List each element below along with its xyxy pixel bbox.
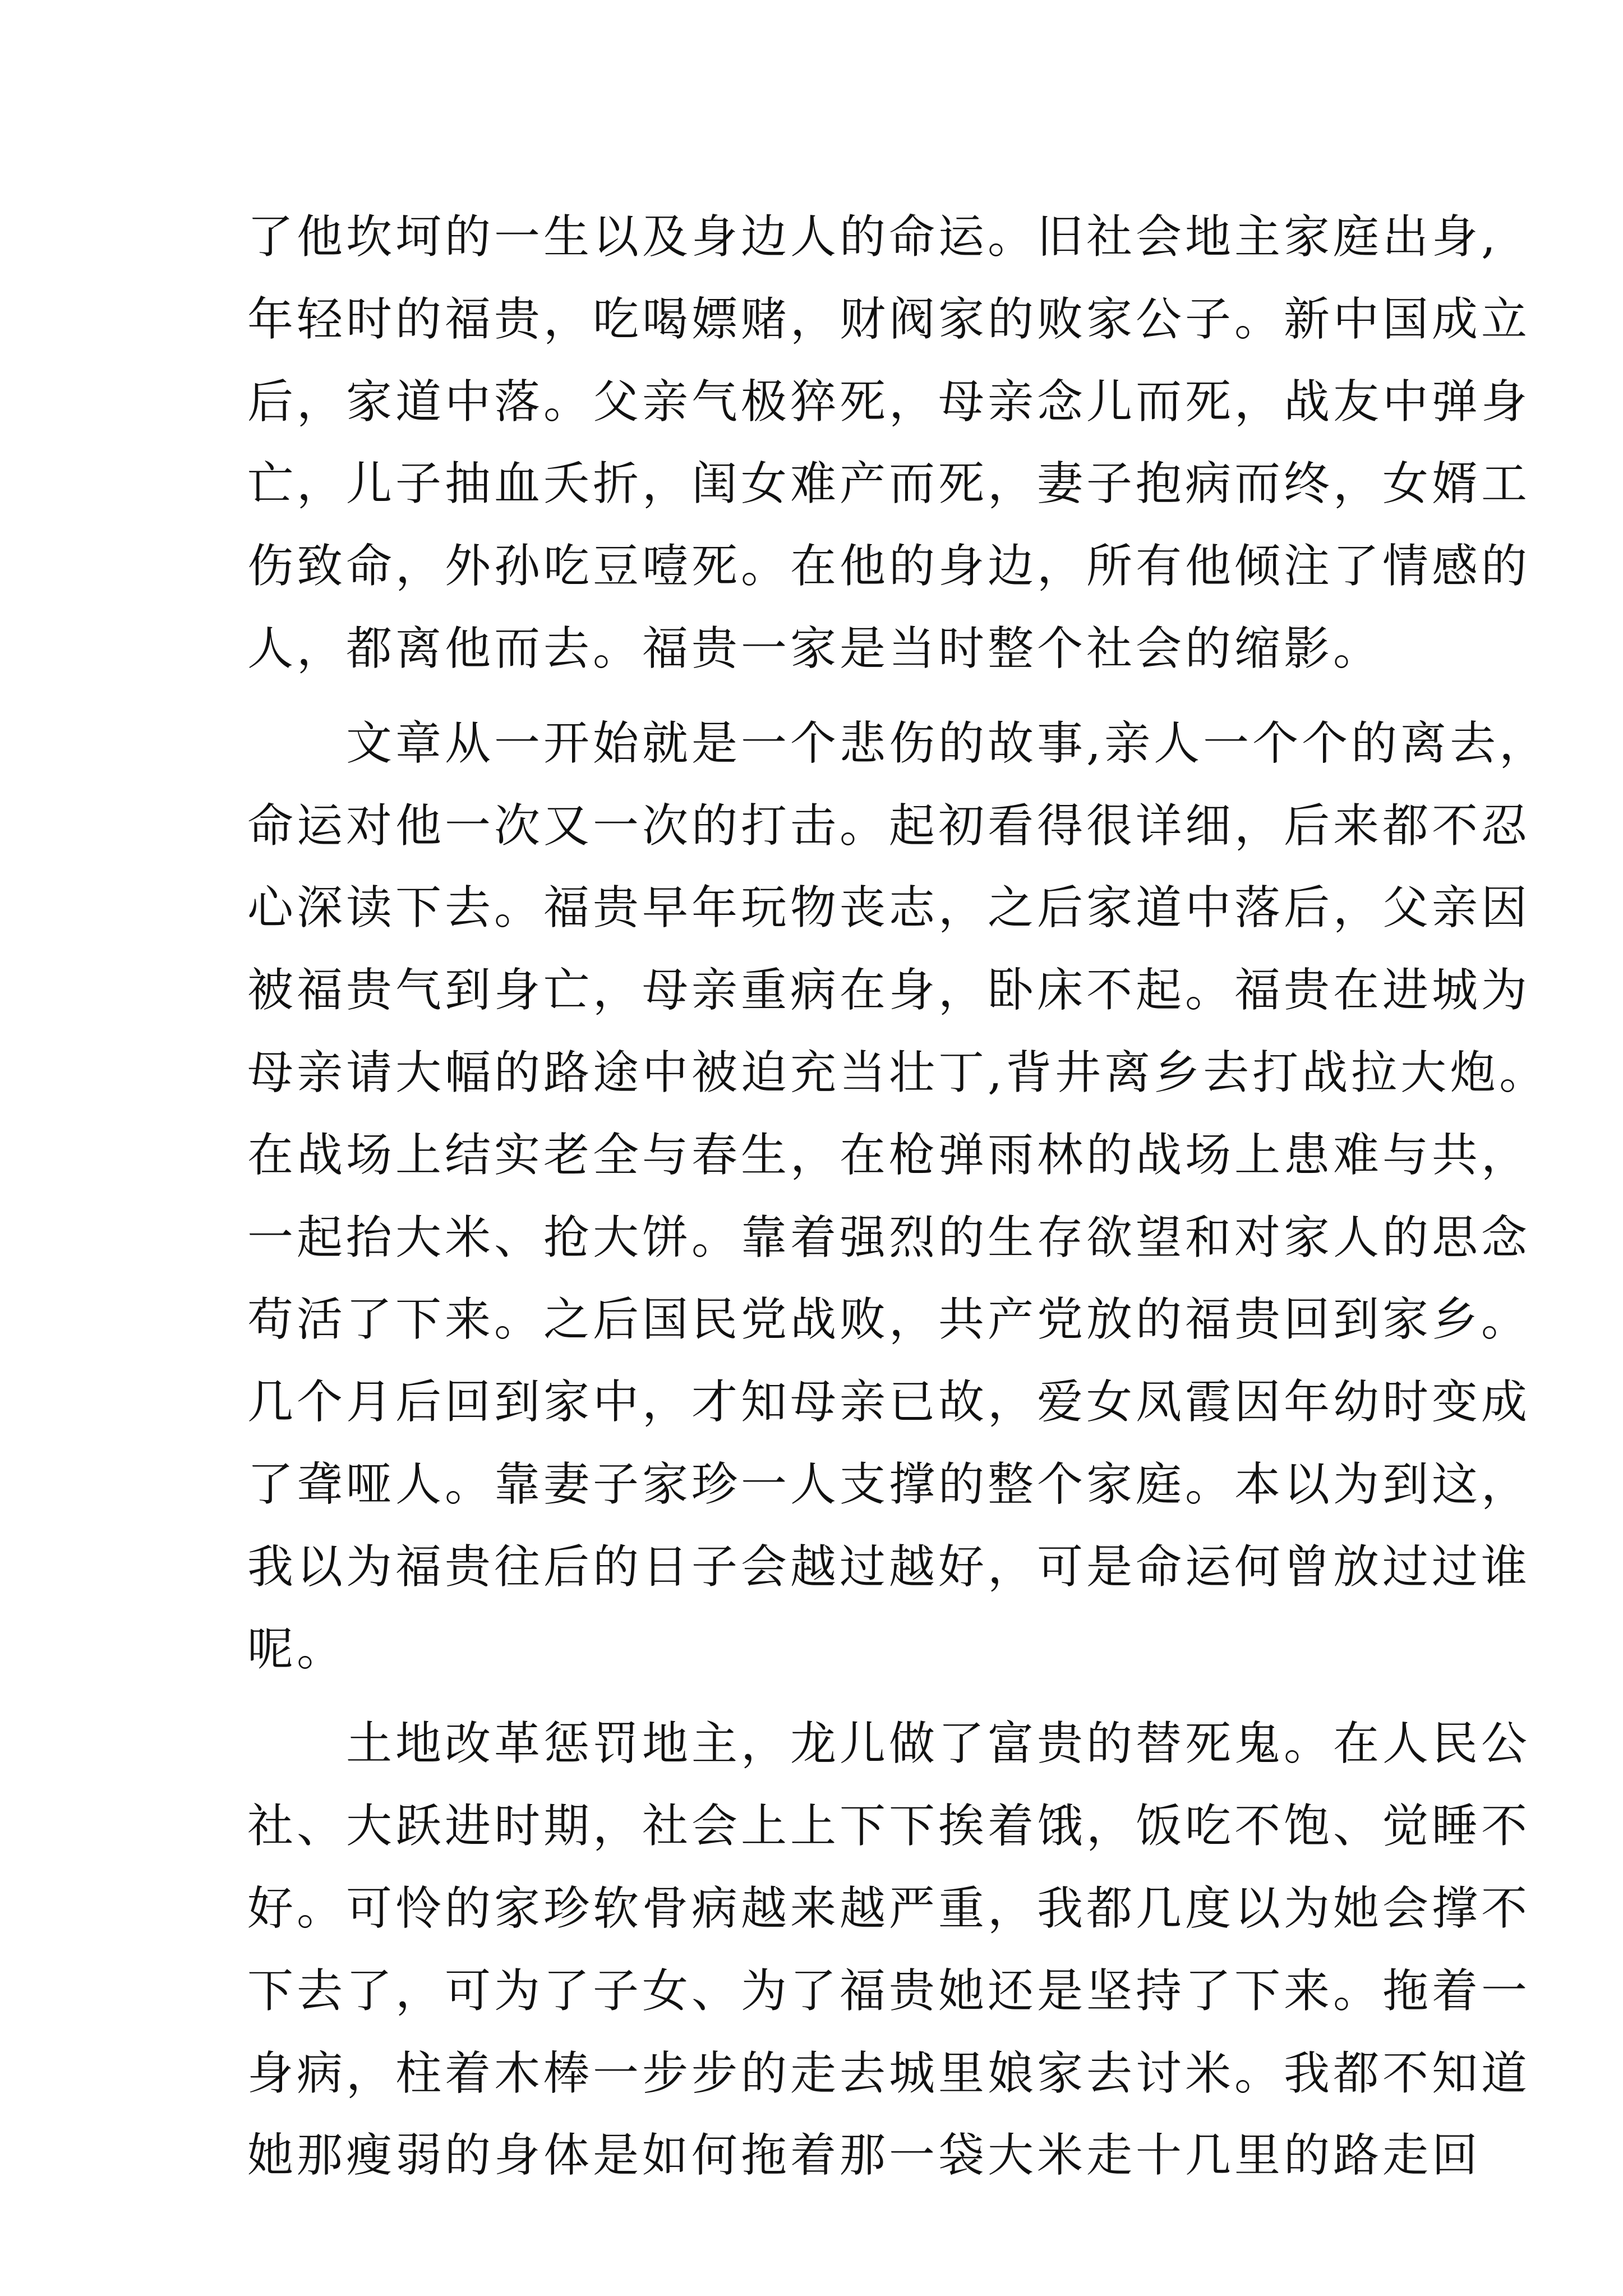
- text-line: 后，家道中落。父亲气极猝死，母亲念儿而死，战友中弹身: [247, 375, 1531, 429]
- text-line: 文章从一开始就是一个悲伤的故事,亲人一个个的离去，: [247, 716, 1549, 770]
- text-line: 呢。: [247, 1622, 347, 1676]
- text-line: 了聋哑人。靠妻子家珍一人支撑的整个家庭。本以为到这，: [247, 1457, 1531, 1511]
- text-line: 亡，儿子抽血夭折，闺女难产而死，妻子抱病而终，女婿工: [247, 457, 1531, 511]
- text-line: 社、大跃进时期，社会上上下下挨着饿，饭吃不饱、觉睡不: [247, 1800, 1531, 1853]
- paragraph-3: [247, 1703, 1531, 2197]
- text-line: 一起抬大米、抢大饼。靠着强烈的生存欲望和对家人的思念: [247, 1211, 1531, 1264]
- paragraph-1: [247, 196, 1531, 691]
- paragraph-spacer: [247, 1691, 1394, 1703]
- text-line: 命运对他一次又一次的打击。起初看得很详细，后来都不忍: [247, 799, 1531, 853]
- paragraph-spacer: [247, 691, 1394, 703]
- text-line: 下去了，可为了子女、为了福贵她还是坚持了下来。拖着一: [247, 1964, 1531, 2018]
- text-line: 在战场上结实老全与春生，在枪弹雨林的战场上患难与共，: [247, 1128, 1531, 1182]
- text-line: 身病，柱着木棒一步步的走去城里娘家去讨米。我都不知道: [247, 2046, 1531, 2100]
- text-line: 了他坎坷的一生以及身边人的命运。旧社会地主家庭出身,: [247, 210, 1500, 264]
- text-line: 我以为福贵往后的日子会越过越好，可是命运何曾放过过谁: [247, 1540, 1531, 1594]
- text-line: 她那瘦弱的身体是如何拖着那一袋大米走十几里的路走回: [247, 2129, 1482, 2183]
- text-line: 好。可怜的家珍软骨病越来越严重，我都几度以为她会撑不: [247, 1881, 1531, 1935]
- text-line: 几个月后回到家中，才知母亲已故，爱女凤霞因年幼时变成: [247, 1375, 1531, 1429]
- text-line: 年轻时的福贵，吃喝嫖赌，财阀家的败家公子。新中国成立: [247, 292, 1531, 346]
- paragraph-2: [247, 703, 1549, 1691]
- text-line: 母亲请大幅的路途中被迫充当壮丁,背井离乡去打战拉大炮。: [247, 1046, 1549, 1099]
- body-text: [247, 196, 1549, 2197]
- text-line: 土地改革惩罚地主，龙儿做了富贵的替死鬼。在人民公: [247, 1717, 1531, 1771]
- text-line: 心深读下去。福贵早年玩物丧志，之后家道中落后，父亲因: [247, 881, 1531, 935]
- text-line: 被福贵气到身亡，母亲重病在身，卧床不起。福贵在进城为: [247, 964, 1531, 1018]
- text-line: 苟活了下来。之后国民党战败，共产党放的福贵回到家乡。: [247, 1293, 1531, 1347]
- text-line: 人，都离他而去。福贵一家是当时整个社会的缩影。: [247, 622, 1383, 675]
- text-line: 伤致命，外孙吃豆噎死。在他的身边，所有他倾注了情感的: [247, 540, 1531, 593]
